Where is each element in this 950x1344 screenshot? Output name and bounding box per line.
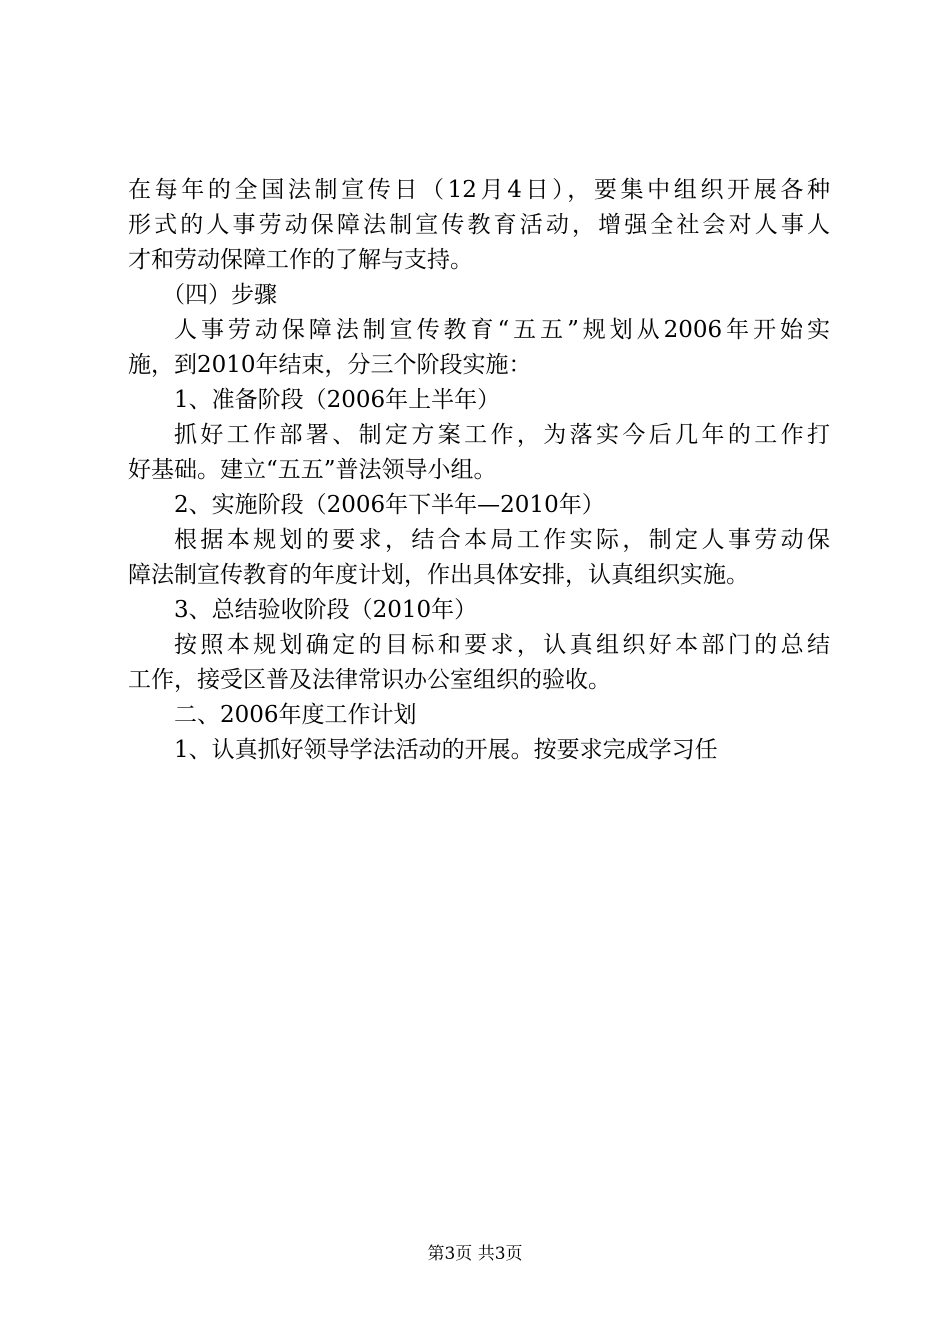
stage-heading: 2、实施阶段（2006年下半年—2010年） [174, 492, 605, 518]
paragraph-line: 好基础。建立“五五”普法领导小组。 [128, 457, 497, 483]
page-number-footer: 第3页 共3页 [427, 1244, 523, 1264]
paragraph-line: 施，到2010年结束，分三个阶段实施： [128, 352, 532, 378]
paragraph-line: 障法制宣传教育的年度计划，作出具体安排，认真组织实施。 [128, 562, 749, 588]
paragraph-line: 才和劳动保障工作的了解与支持。 [128, 247, 473, 273]
section-heading: 二、2006年度工作计划 [174, 702, 417, 728]
paragraph-line: 1、认真抓好领导学法活动的开展。按要求完成学习任 [174, 737, 718, 763]
stage-heading: 3、总结验收阶段（2010年） [174, 597, 478, 623]
paragraph-line: 人事劳动保障法制宣传教育“五五”规划从2006年开始实 [174, 317, 830, 343]
paragraph-line: 形式的人事劳动保障法制宣传教育活动，增强全社会对人事人 [128, 212, 830, 238]
paragraph-line: 在每年的全国法制宣传日（12月4日），要集中组织开展各种 [128, 177, 830, 203]
stage-heading: 1、准备阶段（2006年上半年） [174, 387, 501, 413]
document-body [128, 173, 830, 768]
paragraph-line: 工作，接受区普及法律常识办公室组织的验收。 [128, 667, 611, 693]
paragraph-line: 根据本规划的要求，结合本局工作实际，制定人事劳动保 [174, 527, 830, 553]
paragraph-line: 抓好工作部署、制定方案工作，为落实今后几年的工作打 [174, 422, 830, 448]
section-heading: （四）步骤 [162, 282, 277, 308]
paragraph-line: 按照本规划确定的目标和要求，认真组织好本部门的总结 [174, 632, 830, 658]
